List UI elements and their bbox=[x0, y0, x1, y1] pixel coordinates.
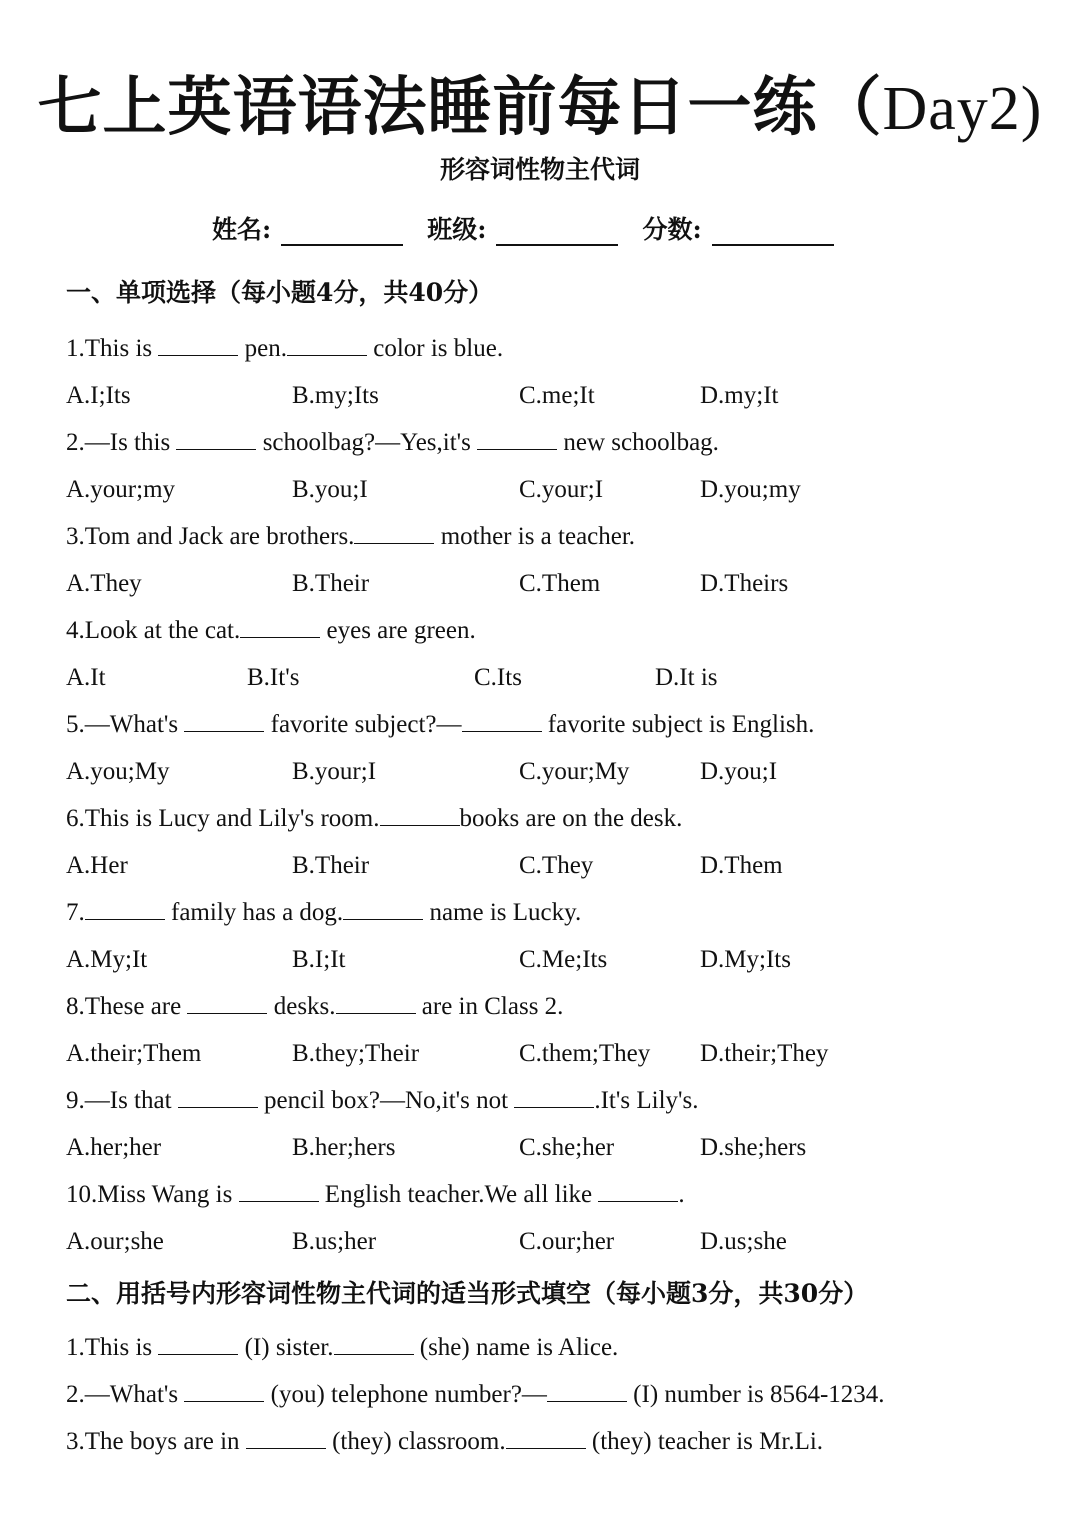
question-text: 2.—What's bbox=[66, 1381, 185, 1408]
question-text: . bbox=[678, 1181, 685, 1208]
question-text: schoolbag?—Yes,it's bbox=[256, 429, 478, 456]
options-row bbox=[66, 1132, 966, 1164]
option-b[interactable]: B.you;I bbox=[292, 476, 368, 503]
question-text: favorite subject is English. bbox=[541, 711, 815, 738]
student-info-row bbox=[212, 210, 858, 246]
option-d[interactable]: D.Theirs bbox=[700, 570, 789, 597]
question-stem bbox=[66, 803, 682, 835]
option-d[interactable]: D.It is bbox=[655, 664, 718, 691]
options-row bbox=[66, 1038, 966, 1070]
answer-blank[interactable] bbox=[354, 521, 434, 544]
option-a[interactable]: A.their;Them bbox=[66, 1040, 202, 1067]
question-text: favorite subject?— bbox=[264, 711, 462, 738]
option-c[interactable]: C.she;her bbox=[519, 1134, 615, 1161]
options-row bbox=[66, 1226, 966, 1258]
answer-blank[interactable] bbox=[462, 709, 542, 732]
option-c[interactable]: C.our;her bbox=[519, 1228, 615, 1255]
answer-blank[interactable] bbox=[477, 427, 557, 450]
option-c[interactable]: C.Them bbox=[519, 570, 601, 597]
option-b[interactable]: B.they;Their bbox=[292, 1040, 420, 1067]
question-text: 5.—What's bbox=[66, 711, 185, 738]
question-text: 2.—Is this bbox=[66, 429, 177, 456]
answer-blank[interactable] bbox=[187, 991, 267, 1014]
worksheet-subtitle: 形容词性物主代词 bbox=[439, 155, 640, 184]
question-text: 3.Tom and Jack are brothers. bbox=[66, 523, 355, 550]
question-stem bbox=[66, 1379, 885, 1411]
options-row bbox=[66, 756, 966, 788]
question-text: (I) number is 8564-1234. bbox=[626, 1381, 885, 1408]
question-text: 7. bbox=[66, 899, 85, 926]
answer-blank[interactable] bbox=[246, 1426, 326, 1449]
answer-blank[interactable] bbox=[287, 333, 367, 356]
option-d[interactable]: D.she;hers bbox=[700, 1134, 807, 1161]
option-d[interactable]: D.My;Its bbox=[700, 946, 791, 973]
option-a[interactable]: A.My;It bbox=[66, 946, 148, 973]
option-b[interactable]: B.my;Its bbox=[292, 382, 379, 409]
option-d[interactable]: D.you;I bbox=[700, 758, 778, 785]
question-text: (I) sister. bbox=[238, 1334, 334, 1361]
question-text: .It's Lily's. bbox=[594, 1087, 699, 1114]
answer-blank[interactable] bbox=[336, 991, 416, 1014]
answer-blank[interactable] bbox=[240, 615, 320, 638]
question-text: pen. bbox=[238, 335, 287, 362]
question-text: 1.This is bbox=[66, 1334, 159, 1361]
answer-blank[interactable] bbox=[158, 1332, 238, 1355]
option-a[interactable]: A.you;My bbox=[66, 758, 170, 785]
class-field[interactable] bbox=[427, 210, 618, 246]
title-chinese: 七上英语语法睡前每日一练（ bbox=[37, 70, 883, 145]
question-stem bbox=[66, 991, 563, 1023]
option-a[interactable]: A.They bbox=[66, 570, 142, 597]
option-c[interactable]: C.your;I bbox=[519, 476, 604, 503]
question-stem bbox=[66, 1179, 685, 1211]
question-stem bbox=[66, 1332, 618, 1364]
option-c[interactable]: C.They bbox=[519, 852, 594, 879]
question-stem bbox=[66, 333, 503, 365]
answer-blank[interactable] bbox=[506, 1426, 586, 1449]
option-b[interactable]: B.your;I bbox=[292, 758, 377, 785]
name-blank[interactable] bbox=[281, 214, 403, 246]
question-text: English teacher.We all like bbox=[318, 1181, 599, 1208]
question-text: pencil box?—No,it's not bbox=[257, 1087, 515, 1114]
question-text: desks. bbox=[267, 993, 336, 1020]
answer-blank[interactable] bbox=[343, 897, 423, 920]
answer-blank[interactable] bbox=[239, 1179, 319, 1202]
question-stem bbox=[66, 1426, 823, 1458]
option-c[interactable]: C.Its bbox=[474, 664, 522, 691]
question-text: are in Class 2. bbox=[415, 993, 564, 1020]
option-a[interactable]: A.It bbox=[66, 664, 106, 691]
question-stem bbox=[66, 709, 814, 741]
answer-blank[interactable] bbox=[380, 803, 460, 826]
options-row bbox=[66, 380, 966, 412]
question-stem bbox=[66, 1085, 699, 1117]
score-label: 分数: bbox=[642, 215, 702, 244]
worksheet-title bbox=[0, 72, 1080, 145]
answer-blank[interactable] bbox=[334, 1332, 414, 1355]
question-text: mother is a teacher. bbox=[434, 523, 636, 550]
question-text: 10.Miss Wang is bbox=[66, 1181, 239, 1208]
option-b[interactable]: B.us;her bbox=[292, 1228, 377, 1255]
answer-blank[interactable] bbox=[598, 1179, 678, 1202]
options-row bbox=[66, 474, 966, 506]
option-a[interactable]: A.her;her bbox=[66, 1134, 162, 1161]
question-text: 3.The boys are in bbox=[66, 1428, 246, 1455]
option-c[interactable]: C.Me;Its bbox=[519, 946, 608, 973]
option-b[interactable]: B.Their bbox=[292, 570, 370, 597]
title-day: Day2) bbox=[882, 75, 1043, 143]
class-label: 班级: bbox=[427, 215, 487, 244]
question-stem bbox=[66, 427, 719, 459]
question-text: 9.—Is that bbox=[66, 1087, 178, 1114]
answer-blank[interactable] bbox=[547, 1379, 627, 1402]
name-field[interactable] bbox=[212, 210, 403, 246]
question-text: 8.These are bbox=[66, 993, 188, 1020]
option-a[interactable]: A.I;Its bbox=[66, 382, 131, 409]
answer-blank[interactable] bbox=[184, 709, 264, 732]
option-d[interactable]: D.Them bbox=[700, 852, 783, 879]
question-text: 6.This is Lucy and Lily's room. bbox=[66, 805, 380, 832]
question-stem bbox=[66, 897, 581, 929]
score-blank[interactable] bbox=[712, 214, 834, 246]
question-text: name is Lucky. bbox=[423, 899, 582, 926]
question-stem bbox=[66, 615, 476, 647]
question-text: 4.Look at the cat. bbox=[66, 617, 241, 644]
question-stem bbox=[66, 521, 635, 553]
answer-blank[interactable] bbox=[158, 333, 238, 356]
option-b[interactable]: B.I;It bbox=[292, 946, 346, 973]
options-row bbox=[66, 944, 966, 976]
question-text: family has a dog. bbox=[164, 899, 344, 926]
question-text: books are on the desk. bbox=[459, 805, 683, 832]
options-row bbox=[66, 662, 966, 694]
option-a[interactable]: A.your;my bbox=[66, 476, 176, 503]
section1-heading: 一、单项选择（每小题4分，共40分） bbox=[66, 278, 494, 307]
section2-heading: 二、用括号内形容词性物主代词的适当形式填空（每小题3分，共30分） bbox=[66, 1279, 869, 1308]
option-a[interactable]: A.our;she bbox=[66, 1228, 164, 1255]
question-text: (you) telephone number?— bbox=[264, 1381, 547, 1408]
question-text: new schoolbag. bbox=[557, 429, 719, 456]
name-label: 姓名: bbox=[212, 215, 272, 244]
option-c[interactable]: C.me;It bbox=[519, 382, 595, 409]
option-b[interactable]: B.her;hers bbox=[292, 1134, 396, 1161]
option-d[interactable]: D.my;It bbox=[700, 382, 779, 409]
options-row bbox=[66, 568, 966, 600]
answer-blank[interactable] bbox=[85, 897, 165, 920]
question-text: (they) classroom. bbox=[325, 1428, 506, 1455]
question-text: eyes are green. bbox=[320, 617, 476, 644]
option-d[interactable]: D.you;my bbox=[700, 476, 801, 503]
option-d[interactable]: D.us;she bbox=[700, 1228, 787, 1255]
option-d[interactable]: D.their;They bbox=[700, 1040, 829, 1067]
question-text: (they) teacher is Mr.Li. bbox=[585, 1428, 824, 1455]
answer-blank[interactable] bbox=[184, 1379, 264, 1402]
question-text: color is blue. bbox=[366, 335, 504, 362]
option-b[interactable]: B.Their bbox=[292, 852, 370, 879]
answer-blank[interactable] bbox=[176, 427, 256, 450]
options-row bbox=[66, 850, 966, 882]
score-field[interactable] bbox=[642, 210, 833, 246]
option-b[interactable]: B.It's bbox=[247, 664, 300, 691]
answer-blank[interactable] bbox=[514, 1085, 594, 1108]
class-blank[interactable] bbox=[496, 214, 618, 246]
option-c[interactable]: C.them;They bbox=[519, 1040, 651, 1067]
question-text: (she) name is Alice. bbox=[413, 1334, 619, 1361]
option-a[interactable]: A.Her bbox=[66, 852, 128, 879]
answer-blank[interactable] bbox=[178, 1085, 258, 1108]
question-text: 1.This is bbox=[66, 335, 159, 362]
option-c[interactable]: C.your;My bbox=[519, 758, 630, 785]
